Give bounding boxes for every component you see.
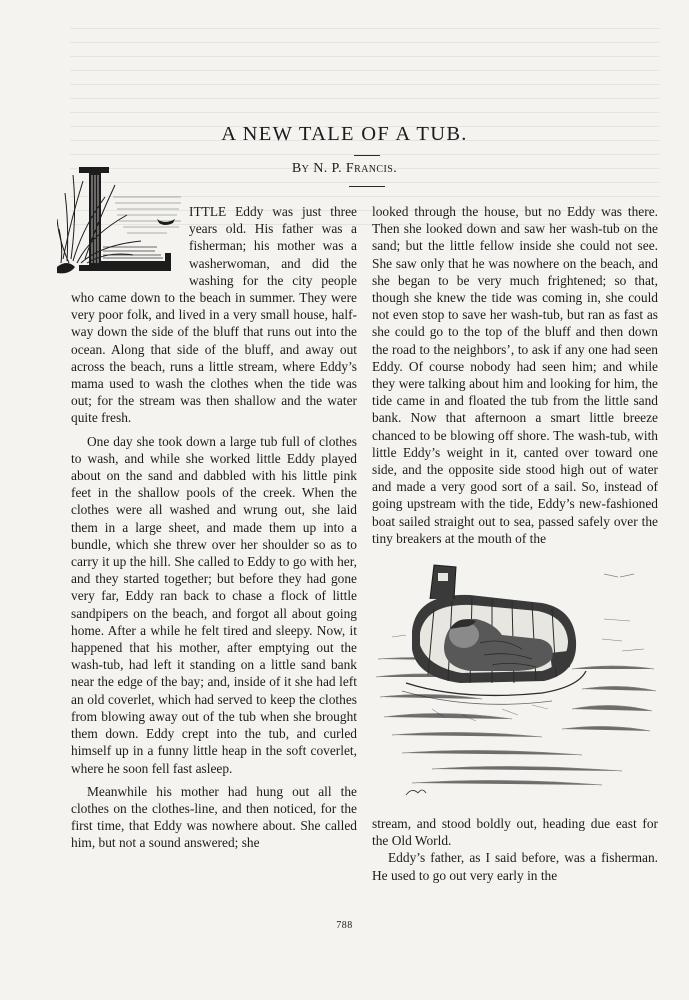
byline-prefix: By bbox=[291, 161, 310, 176]
title-rule bbox=[354, 155, 380, 156]
page-number: 788 bbox=[336, 920, 353, 931]
drop-cap-reeds-image bbox=[57, 163, 183, 287]
drop-cap-illustration bbox=[57, 163, 183, 287]
author-name: N. P. Francis. bbox=[313, 161, 398, 176]
paragraph-5: Eddy’s father, as I said before, was a fisherman. He used to go out very early in the bbox=[372, 850, 658, 883]
text-column-right bbox=[372, 203, 658, 884]
paragraph-1-text: Eddy was just three years old. His father was a fisherman; his mother was a washerwoman, and did the washing for the city people who came down to the beach in summer. They were very poor folk, and lived in a very small house, half-way down the side of the bluff that runs out into the ocean. Along that side of the bluff, and away out across the beach, runs a little stream, where Eddy’s mama used to wash the clothes when the tide was out; for the stream was then shallow and the water quite fresh. bbox=[71, 204, 357, 426]
article-title: A NEW TALE OF A TUB. bbox=[221, 123, 468, 145]
byline-rule bbox=[349, 186, 385, 187]
first-word-rest: ITTLE bbox=[189, 204, 227, 219]
paragraph-continued: looked through the house, but no Eddy was there. Then she looked down and saw her wash-tub on the sand; but the little fellow inside she could not see. She saw only that he was nowhere on the beach, and she began to be very much frightened; so that, though she knew the tide was coming in, she could not even stop to save her wash-tub, but ran as fast as she could go to the top of the bluff and then down the road to the neighbors’, to ask if any one had seen Eddy. Of course nobody had seen him; and while they were talking about him and looking for him, the tide came in and floated the tub from the little sand bank. Now that afternoon a smart little breeze chanced to be blowing off shore. The wash-tub, with little Eddy’s weight in it, canted over toward one side, and the opposite side stood high out of water and made a very good sort of a sail. So, instead of going upstream with the tide, Eddy’s new-fashioned boat sailed straight out to sea, passed safely over the tiny breakers at the mouth of the bbox=[372, 204, 658, 546]
paragraph-3: Meanwhile his mother had hung out all the clothes on the clothes-line, and then noticed, for the first time, that Eddy was nowhere about. She called him, but not a sound answered; she bbox=[71, 783, 357, 851]
tub-illustration bbox=[372, 559, 658, 811]
text-column-left bbox=[71, 203, 357, 852]
paragraph-4: stream, and stood boldly out, heading due east for the Old World. bbox=[372, 816, 658, 849]
paragraph-2: One day she took down a large tub full of clothes to wash, and while she worked little Eddy played about on the sand and dabbled with his little pink feet in the shallow pools of the creek. When the clothes were all washed and wrung out, she laid them in a large sheet, and made them up into a bundle, which she threw over her shoulder so as to carry it up the hill. She called to Eddy to go with her, and they started together; but before they had gone very far, Eddy ran back to chase a flock of little sandpipers on the beach, and forgot all about going home. After a while he felt tired and sleepy. Now, it happened that his mother, after emptying out the wash-tub, had left it standing on a little sand bank near the edge of the bay; and, inside of it she had left an old coverlet, which had served to keep the clothes from blowing away out of the tub when she brought them down. Eddy crept into the tub, and curled himself up in a funny little heap in the soft coverlet, where he soon fell fast asleep. bbox=[71, 433, 357, 776]
washtub-boat-image bbox=[372, 559, 658, 811]
